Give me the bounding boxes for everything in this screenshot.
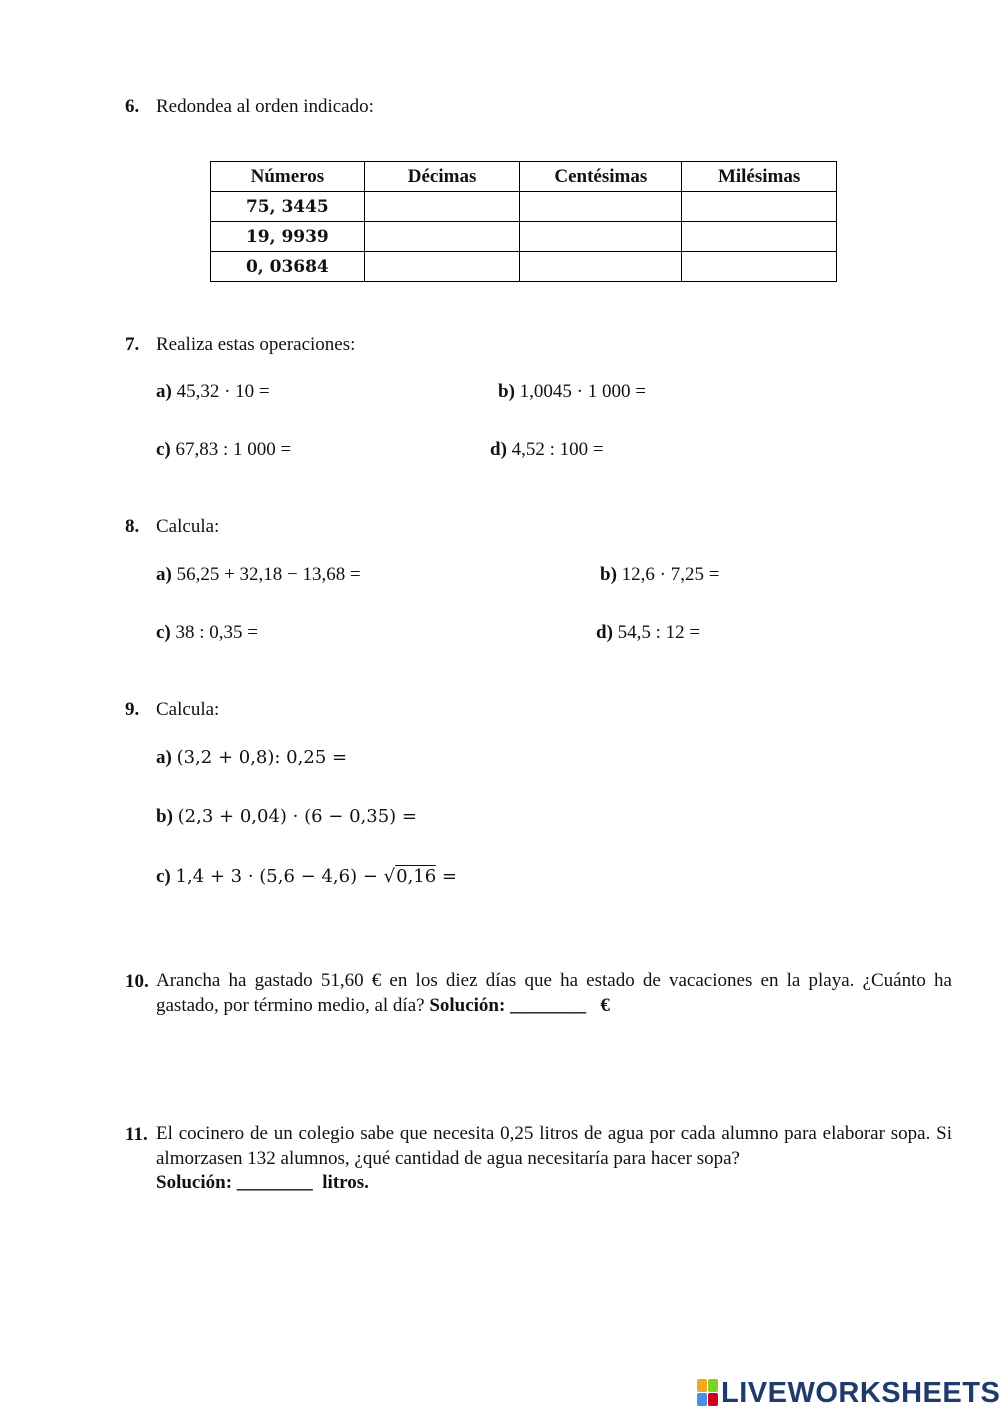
- question-11-body: [156, 1121, 952, 1171]
- item-label: c): [156, 866, 171, 887]
- logo-mark-icon: [697, 1379, 719, 1407]
- item-expression: 56,25 + 32,18 − 13,68 =: [176, 564, 361, 585]
- q8-item-a: [156, 564, 361, 586]
- table-cell-answer[interactable]: [682, 252, 837, 282]
- question-10-text: Arancha ha gastado 51,60 € en los diez días que ha estado de vacaciones en la playa. ¿Cuánto ha gastado, por término medio, al día?: [156, 970, 952, 1016]
- question-7-text: Realiza estas operaciones:: [156, 334, 356, 355]
- item-label: b): [600, 564, 617, 585]
- solution-label: Solución:: [429, 995, 506, 1016]
- liveworksheets-logo: [697, 1376, 1000, 1410]
- table-cell-answer[interactable]: [520, 222, 682, 252]
- question-10-body: [156, 968, 952, 1018]
- table-cell-number: 19, 9939: [211, 222, 365, 252]
- answer-blank[interactable]: ________: [236, 1172, 313, 1193]
- item-expression: 38 : 0,35 =: [175, 622, 259, 643]
- q9-item-b: [156, 806, 417, 828]
- item-label: b): [156, 806, 173, 827]
- item-expression-start: 1,4 + 3 · (5,6 − 4,6) −: [175, 866, 384, 887]
- question-8-number: 8.: [125, 516, 140, 537]
- table-cell-answer[interactable]: [364, 222, 520, 252]
- table-cell-answer[interactable]: [520, 252, 682, 282]
- item-expression: 4,52 : 100 =: [511, 439, 604, 460]
- table-cell-answer[interactable]: [682, 192, 837, 222]
- table-header-row: [211, 162, 837, 192]
- table-header: Números: [211, 162, 365, 192]
- table-cell-answer[interactable]: [682, 222, 837, 252]
- item-expression: (2,3 + 0,04) · (6 − 0,35) =: [177, 806, 417, 827]
- table-row: [211, 222, 837, 252]
- item-label: a): [156, 747, 172, 768]
- item-expression: 12,6 · 7,25 =: [621, 564, 720, 585]
- q7-item-d: [490, 439, 604, 461]
- item-label: c): [156, 622, 171, 643]
- question-9-text: Calcula:: [156, 699, 220, 720]
- q9-item-c: [156, 866, 457, 888]
- question-6-number: 6.: [125, 96, 140, 117]
- unit-label: €: [600, 995, 610, 1016]
- table-cell-number: 75, 3445: [211, 192, 365, 222]
- radical-sign: √: [383, 866, 396, 887]
- logo-text: LIVEWORKSHEETS: [721, 1376, 1000, 1409]
- table-cell-answer[interactable]: [364, 192, 520, 222]
- item-expression: 67,83 : 1 000 =: [175, 439, 292, 460]
- table-cell-answer[interactable]: [364, 252, 520, 282]
- unit-label: litros.: [322, 1172, 369, 1193]
- question-8-text: Calcula:: [156, 516, 220, 537]
- q7-item-c: [156, 439, 291, 461]
- question-11-text: El cocinero de un colegio sabe que necesita 0,25 litros de agua por cada alumno para elaborar sopa. Si almorzasen 132 alumnos, ¿qué cantidad de agua necesitaría para hacer sopa?: [156, 1123, 952, 1169]
- question-11-solution: [156, 1172, 369, 1194]
- q7-item-b: [498, 381, 646, 403]
- item-label: a): [156, 381, 172, 402]
- item-label: c): [156, 439, 171, 460]
- q8-item-b: [600, 564, 719, 586]
- question-6-text: Redondea al orden indicado:: [156, 96, 374, 117]
- question-10-number: 10.: [125, 971, 149, 992]
- question-11-number: 11.: [125, 1124, 148, 1145]
- item-expression-end: =: [436, 866, 458, 887]
- q9-item-a: [156, 747, 347, 769]
- q8-item-c: [156, 622, 258, 644]
- table-header: Centésimas: [520, 162, 682, 192]
- q8-item-d: [596, 622, 700, 644]
- answer-blank[interactable]: ________: [510, 995, 587, 1016]
- table-header: Décimas: [364, 162, 520, 192]
- item-expression: 1,0045 · 1 000 =: [519, 381, 646, 402]
- item-expression: (3,2 + 0,8): 0,25 =: [176, 747, 348, 768]
- item-label: a): [156, 564, 172, 585]
- item-label: d): [490, 439, 507, 460]
- q7-item-a: [156, 381, 270, 403]
- table-row: [211, 252, 837, 282]
- square-root: [384, 866, 437, 887]
- question-7-number: 7.: [125, 334, 140, 355]
- rounding-table: [210, 161, 837, 282]
- item-expression: 45,32 · 10 =: [176, 381, 270, 402]
- table-row: [211, 192, 837, 222]
- table-header: Milésimas: [682, 162, 837, 192]
- item-label: d): [596, 622, 613, 643]
- solution-label: Solución:: [156, 1172, 233, 1193]
- table-cell-answer[interactable]: [520, 192, 682, 222]
- table-cell-number: 0, 03684: [211, 252, 365, 282]
- radicand: 0,16: [396, 866, 437, 887]
- item-label: b): [498, 381, 515, 402]
- question-9-number: 9.: [125, 699, 140, 720]
- item-expression: 54,5 : 12 =: [617, 622, 701, 643]
